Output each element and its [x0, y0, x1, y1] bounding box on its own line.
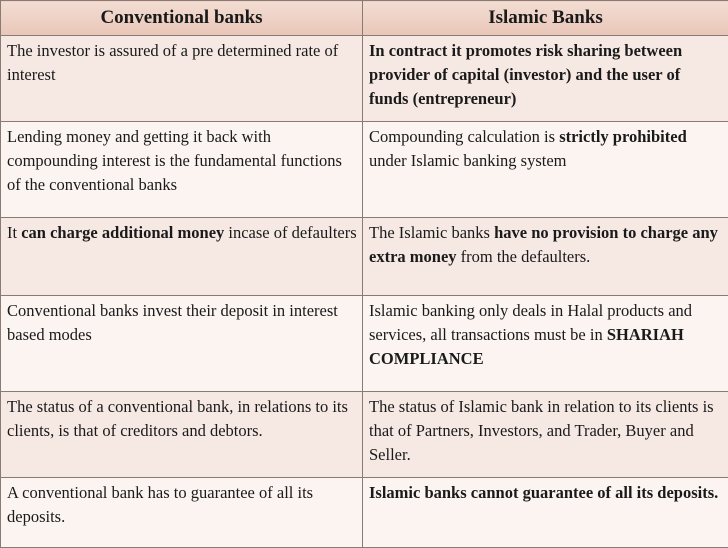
cell-islamic	[363, 218, 728, 296]
cell-text: Lending money and getting it back with compounding interest is the fundamental functions of the conventional banks	[7, 127, 342, 194]
cell-text: Islamic banking only deals in Halal products and services, all transactions must be in	[369, 301, 692, 344]
cell-text: The investor is assured of a pre determined rate of interest	[7, 41, 338, 84]
cell-conventional	[1, 36, 363, 122]
cell-islamic	[363, 296, 728, 392]
cell-text: It	[7, 223, 21, 242]
table-row	[1, 218, 728, 296]
table-row	[1, 122, 728, 218]
cell-text: The status of a conventional bank, in relations to its clients, is that of creditors and debtors.	[7, 397, 348, 440]
header-row	[1, 1, 728, 36]
cell-islamic	[363, 392, 728, 478]
cell-text-bold: SHARIAH COMPLIANCE	[369, 325, 684, 368]
cell-islamic	[363, 122, 728, 218]
table-row	[1, 296, 728, 392]
cell-text: The Islamic banks	[369, 223, 494, 242]
cell-islamic	[363, 36, 728, 122]
cell-text-bold: strictly prohibited	[559, 127, 687, 146]
cell-text-bold: Islamic banks cannot guarantee of all its deposits.	[369, 483, 718, 502]
cell-text: Compounding calculation is	[369, 127, 559, 146]
cell-text-bold: have no provision to charge any extra money	[369, 223, 718, 266]
cell-text: Conventional banks invest their deposit in interest based modes	[7, 301, 338, 344]
table-row	[1, 478, 728, 548]
header-islamic: Islamic Banks	[363, 1, 728, 36]
cell-text-bold: In contract it promotes risk sharing between provider of capital (investor) and the user of funds (entrepreneur)	[369, 41, 682, 108]
cell-text: from the defaulters.	[457, 247, 591, 266]
cell-text: incase of defaulters	[224, 223, 356, 242]
cell-conventional	[1, 478, 363, 548]
cell-conventional	[1, 218, 363, 296]
cell-text-bold: can charge additional money	[21, 223, 224, 242]
cell-text: A conventional bank has to guarantee of all its deposits.	[7, 483, 313, 526]
cell-islamic	[363, 478, 728, 548]
header-conventional: Conventional banks	[1, 1, 363, 36]
cell-conventional	[1, 122, 363, 218]
cell-text: The status of Islamic bank in relation to its clients is that of Partners, Investors, and Trader, Buyer and Seller.	[369, 397, 714, 464]
table-row	[1, 392, 728, 478]
table-row	[1, 36, 728, 122]
cell-text: under Islamic banking system	[369, 151, 567, 170]
cell-conventional	[1, 296, 363, 392]
cell-conventional	[1, 392, 363, 478]
